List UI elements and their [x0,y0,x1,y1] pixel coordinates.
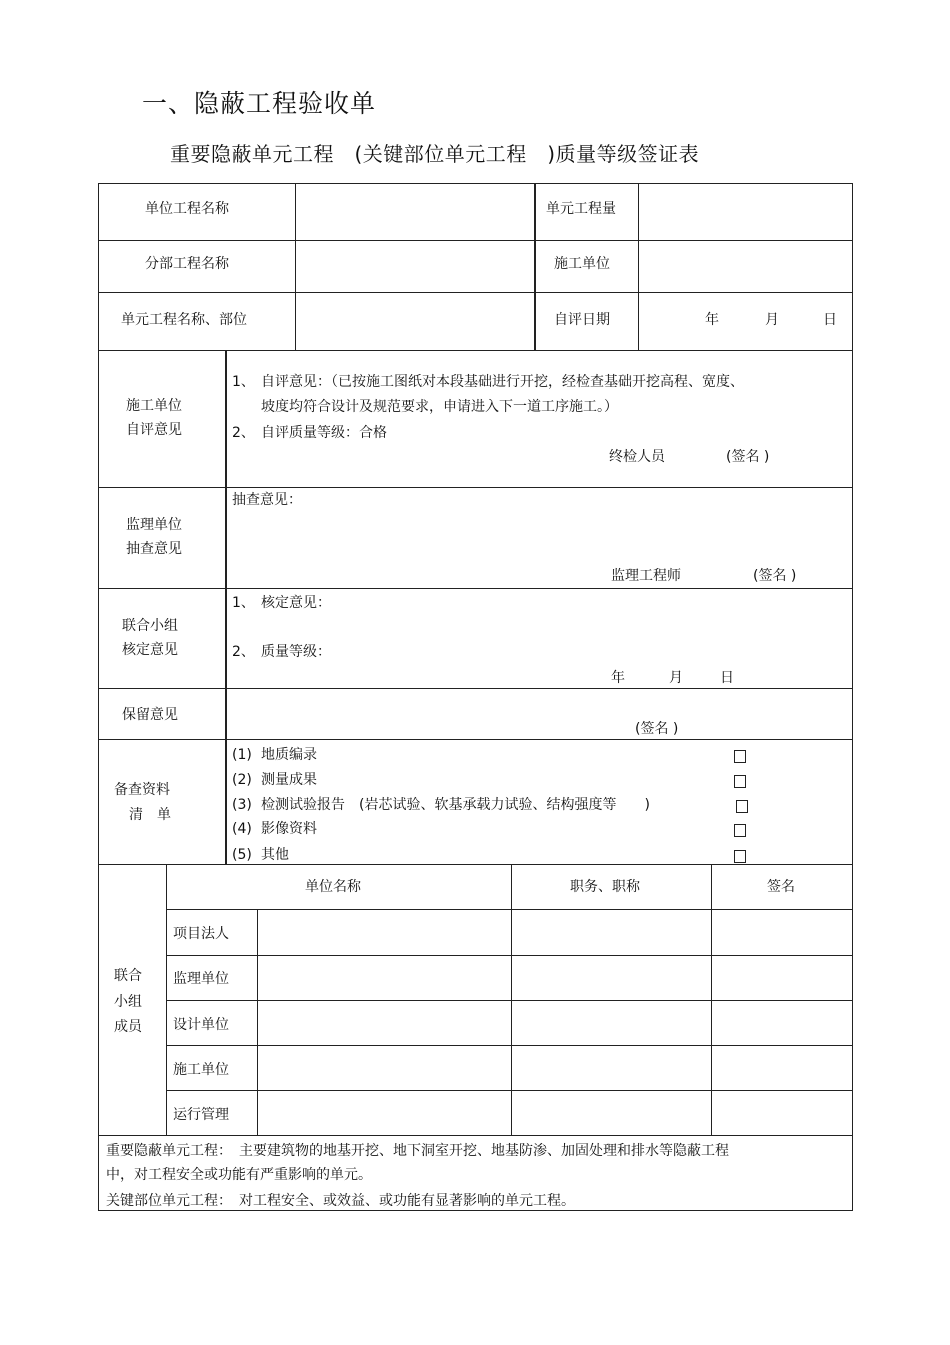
member-row-label: 施工单位 [173,1062,229,1078]
construction-unit-label: 施工单位 [554,256,610,272]
reserve-sign: (签名 ) [635,721,679,737]
checkbox[interactable] [736,798,748,817]
member-row-label: 项目法人 [173,926,229,942]
unit-name-location-label: 单元工程名称、部位 [121,312,247,328]
members-label-1: 联合 [114,968,142,984]
joint-verify-item1-text: 核定意见： [261,595,331,611]
self-eval-item2-num: 2、 [232,425,255,441]
joint-verify-label-2: 核定意见 [122,642,178,658]
joint-verify-item2-text: 质量等级： [261,644,331,660]
backup-item-1-text: 地质编录 [261,747,317,763]
supervision-label-1: 监理单位 [126,517,182,533]
backup-item-4-num: (4) [232,821,252,837]
backup-item-3-num: (3) [232,797,252,813]
backup-item-2-text: 测量成果 [261,772,317,788]
sub-project-name-label: 分部工程名称 [145,256,229,272]
joint-verify-item1-num: 1、 [232,595,255,611]
unit-project-name-label: 单位工程名称 [145,201,229,217]
joint-verify-day: 日 [720,670,734,686]
backup-item-5-num: (5) [232,847,252,863]
date-day: 日 [823,312,837,328]
note-line-1: 重要隐蔽单元工程： 主要建筑物的地基开挖、地下洞室开挖、地基防渗、加固处理和排水等隐蔽工程 [106,1143,729,1159]
note-line-3: 关键部位单元工程： 对工程安全、或效益、或功能有显著影响的单元工程。 [106,1193,575,1209]
members-label-2: 小组 [114,994,142,1010]
self-eval-sign: (签名 ) [726,449,770,465]
backup-item-3-text: 检测试验报告 (岩芯试验、软基承载力试验、结构强度等 ) [261,797,650,813]
self-eval-signer: 终检人员 [609,449,665,465]
joint-verify-item2-num: 2、 [232,644,255,660]
col-header-unit: 单位名称 [305,879,361,895]
member-row-label: 设计单位 [173,1017,229,1033]
checkbox[interactable] [734,748,746,767]
self-eval-item1-text: 自评意见：（已按施工图纸对本段基础进行开挖，经检查基础开挖高程、宽度、 [261,374,744,390]
backup-item-2-num: (2) [232,772,252,788]
supervision-sign: (签名 ) [753,568,797,584]
self-eval-item1-num: 1、 [232,374,255,390]
note-line-2: 中，对工程安全或功能有严重影响的单元。 [106,1167,372,1183]
self-eval-label-1: 施工单位 [126,398,182,414]
self-eval-label-2: 自评意见 [126,422,182,438]
col-header-position: 职务、职称 [570,879,640,895]
self-eval-item2-text: 自评质量等级：合格 [261,425,387,441]
joint-verify-year: 年 [611,670,625,686]
backup-item-1-num: (1) [232,747,252,763]
joint-verify-label-1: 联合小组 [122,618,178,634]
self-eval-date-label: 自评日期 [554,312,610,328]
members-label-3: 成员 [114,1019,142,1035]
member-row-label: 监理单位 [173,971,229,987]
form-title: 重要隐蔽单元工程 (关键部位单元工程 )质量等级签证表 [170,142,700,166]
self-eval-item1-cont: 坡度均符合设计及规范要求，申请进入下一道工序施工。） [261,399,618,415]
col-header-sign: 签名 [767,879,795,895]
date-month: 月 [765,312,779,328]
unit-quantity-label: 单元工程量 [546,201,616,217]
joint-verify-month: 月 [669,670,683,686]
reserve-label: 保留意见 [122,707,178,723]
date-year: 年 [705,312,719,328]
supervision-label-2: 抽查意见 [126,541,182,557]
checkbox[interactable] [734,773,746,792]
checkbox[interactable] [734,822,746,841]
backup-item-5-text: 其他 [261,847,289,863]
backup-label-1: 备查资料 [114,782,170,798]
backup-item-4-text: 影像资料 [261,821,317,837]
supervision-opinion: 抽查意见： [232,492,302,508]
backup-label-2: 清 单 [129,807,171,823]
section-title: 一、隐蔽工程验收单 [142,89,377,118]
member-row-label: 运行管理 [173,1107,229,1123]
checkbox[interactable] [734,848,746,867]
supervision-signer: 监理工程师 [611,568,681,584]
